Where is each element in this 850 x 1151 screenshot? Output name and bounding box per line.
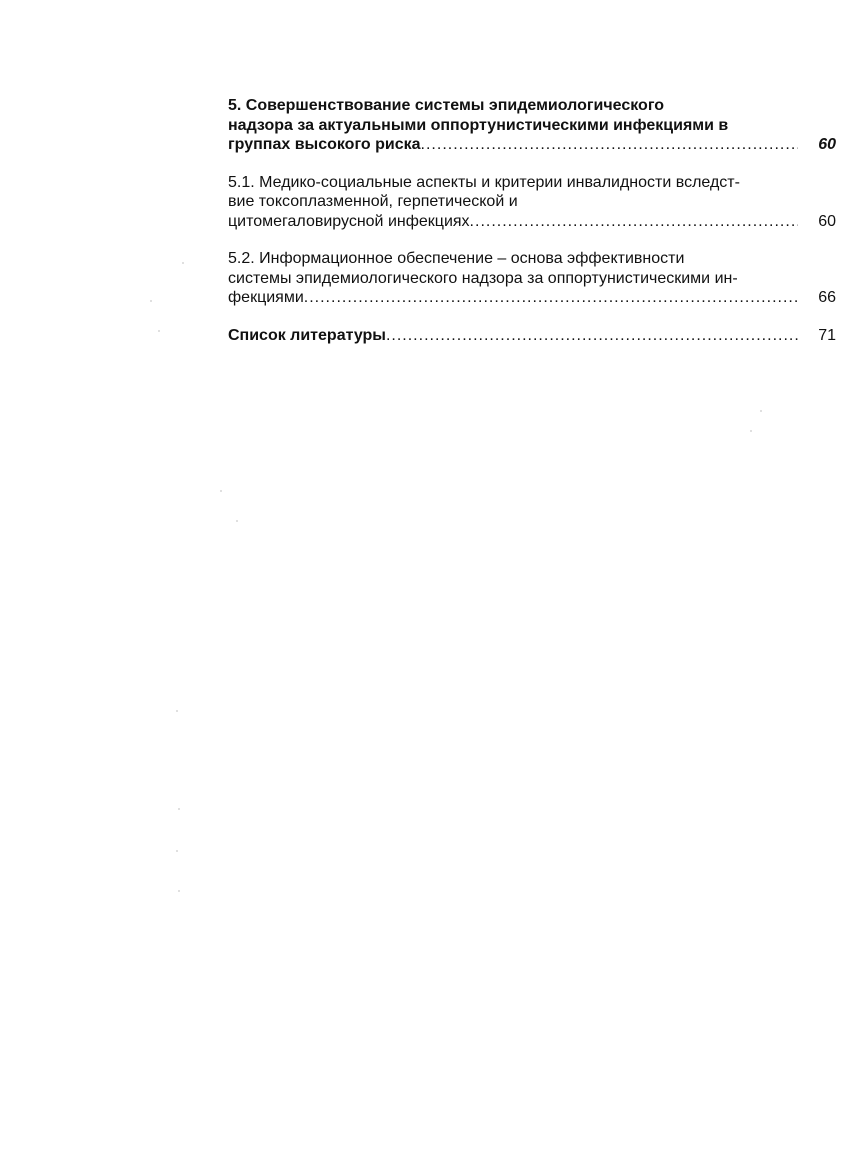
dot-leader <box>304 288 798 308</box>
toc-entry-last-line <box>228 288 836 308</box>
toc-entry-5-1 <box>228 173 836 232</box>
toc-entry-title-end: цитомегаловирусной инфекциях <box>228 212 470 230</box>
toc-entry-line: 5.2. Информационное обеспечение – основа эффективности <box>228 250 685 267</box>
scan-speck <box>176 710 178 712</box>
toc-entry-last-line <box>228 212 836 232</box>
toc-entry-title-end: Список литературы <box>228 326 386 344</box>
scan-speck <box>178 808 180 810</box>
scan-speck <box>150 300 152 302</box>
table-of-contents <box>228 96 836 363</box>
toc-page-number: 71 <box>818 326 836 344</box>
toc-entry-line: вие токсоплазменной, герпетической и <box>228 193 518 210</box>
dot-leader <box>421 135 798 155</box>
toc-entry-references <box>228 326 836 346</box>
toc-entry-5-2 <box>228 249 836 308</box>
toc-page-number: 60 <box>818 212 836 230</box>
toc-entry-last-line <box>228 135 836 155</box>
toc-page-number: 66 <box>818 289 836 306</box>
toc-entry-5 <box>228 96 836 155</box>
toc-entry-line: системы эпидемиологического надзора за оппортунистическими ин- <box>228 269 738 287</box>
dot-leader <box>470 212 798 232</box>
scan-speck <box>178 890 180 892</box>
scan-speck <box>750 430 752 432</box>
scan-speck <box>158 330 160 332</box>
scan-speck <box>176 850 178 852</box>
scan-speck <box>182 262 184 264</box>
toc-entry-title-end: фекциями <box>228 289 304 306</box>
toc-entry-title-end: группах высокого риска <box>228 136 421 153</box>
toc-entry-line: 5. Совершенствование системы эпидемиологического <box>228 97 665 114</box>
toc-entry-last-line <box>228 326 836 346</box>
scan-speck <box>236 520 238 522</box>
toc-page-number: 60 <box>818 136 836 153</box>
toc-entry-line: надзора за актуальными оппортунистическими инфекциями в <box>228 116 729 134</box>
scan-speck <box>760 410 762 412</box>
scan-speck <box>220 490 222 492</box>
dot-leader <box>386 326 798 346</box>
toc-entry-line: 5.1. Медико-социальные аспекты и критерии инвалидности вследст- <box>228 173 740 191</box>
